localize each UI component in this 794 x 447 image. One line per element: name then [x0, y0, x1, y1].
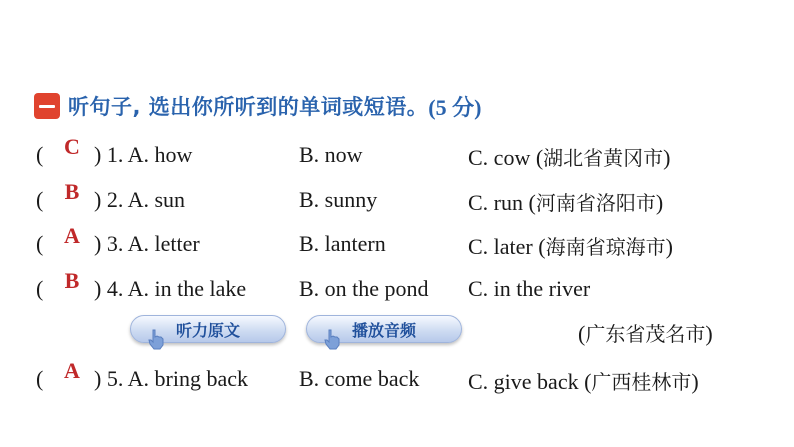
option-c-text: C. later (: [468, 234, 546, 259]
option-a: ) 2. A. sun: [94, 187, 186, 212]
question-row-2: [0, 179, 794, 217]
question-row-1: [0, 134, 794, 172]
answer-paren: (: [36, 366, 44, 391]
answer-paren: (: [36, 231, 44, 256]
answer-mark: B: [64, 179, 80, 204]
option-c: [468, 366, 699, 395]
answer-paren: (: [36, 276, 44, 301]
source-city-open: (: [578, 321, 586, 346]
option-a: ) 5. A. bring back: [94, 366, 248, 391]
answer-mark: A: [64, 358, 80, 383]
option-c-text: C. cow (: [468, 145, 544, 170]
source-city-close: ): [655, 190, 664, 215]
option-a: ) 3. A. letter: [94, 231, 200, 256]
source-city-close: ): [705, 321, 713, 346]
section-heading: [34, 88, 481, 124]
transcript-button-label: 听力原文: [175, 320, 240, 340]
audio-controls: [0, 312, 794, 356]
question-row-5: [0, 358, 794, 396]
play-audio-button-label: 播放音频: [351, 320, 416, 340]
answer-paren: (: [36, 142, 44, 167]
option-c: [468, 231, 673, 260]
option-a: ) 4. A. in the lake: [94, 276, 247, 301]
option-c: [468, 187, 663, 216]
answer-paren: (: [36, 187, 44, 212]
option-b: B. come back: [299, 366, 420, 391]
source-city: 湖北省黄冈市: [543, 146, 664, 170]
answer-mark: A: [64, 223, 80, 248]
question-row-3: [0, 223, 794, 261]
option-b: B. now: [299, 142, 363, 167]
source-city: 海南省琼海市: [545, 235, 666, 259]
pointer-hand-icon: [145, 328, 167, 350]
option-c-text: C. give back (: [468, 369, 592, 394]
question-row-4: [0, 268, 794, 306]
option-b: B. sunny: [299, 187, 378, 212]
source-city: 广东省茂名市: [585, 322, 706, 346]
source-city-close: ): [691, 369, 699, 394]
option-a: ) 1. A. how: [94, 142, 193, 167]
source-city: 河南省洛阳市: [535, 191, 656, 215]
answer-mark: C: [64, 134, 80, 159]
option-c: [468, 142, 670, 171]
section-score: (5 分): [428, 94, 482, 120]
option-b: B. lantern: [299, 231, 386, 256]
source-city: 广西桂林市: [591, 370, 692, 394]
answer-mark: B: [64, 268, 80, 293]
source-city-close: ): [663, 145, 671, 170]
source-city-close: ): [665, 234, 673, 259]
option-c: C. in the river: [468, 276, 591, 301]
option-b: B. on the pond: [299, 276, 429, 301]
source-city-line: [578, 318, 713, 347]
pointer-hand-icon: [321, 328, 343, 350]
section-number-badge: [34, 93, 60, 119]
section-instructions: 听句子, 选出你所听到的单词或短语。: [68, 95, 429, 119]
option-c-text: C. run (: [468, 190, 536, 215]
